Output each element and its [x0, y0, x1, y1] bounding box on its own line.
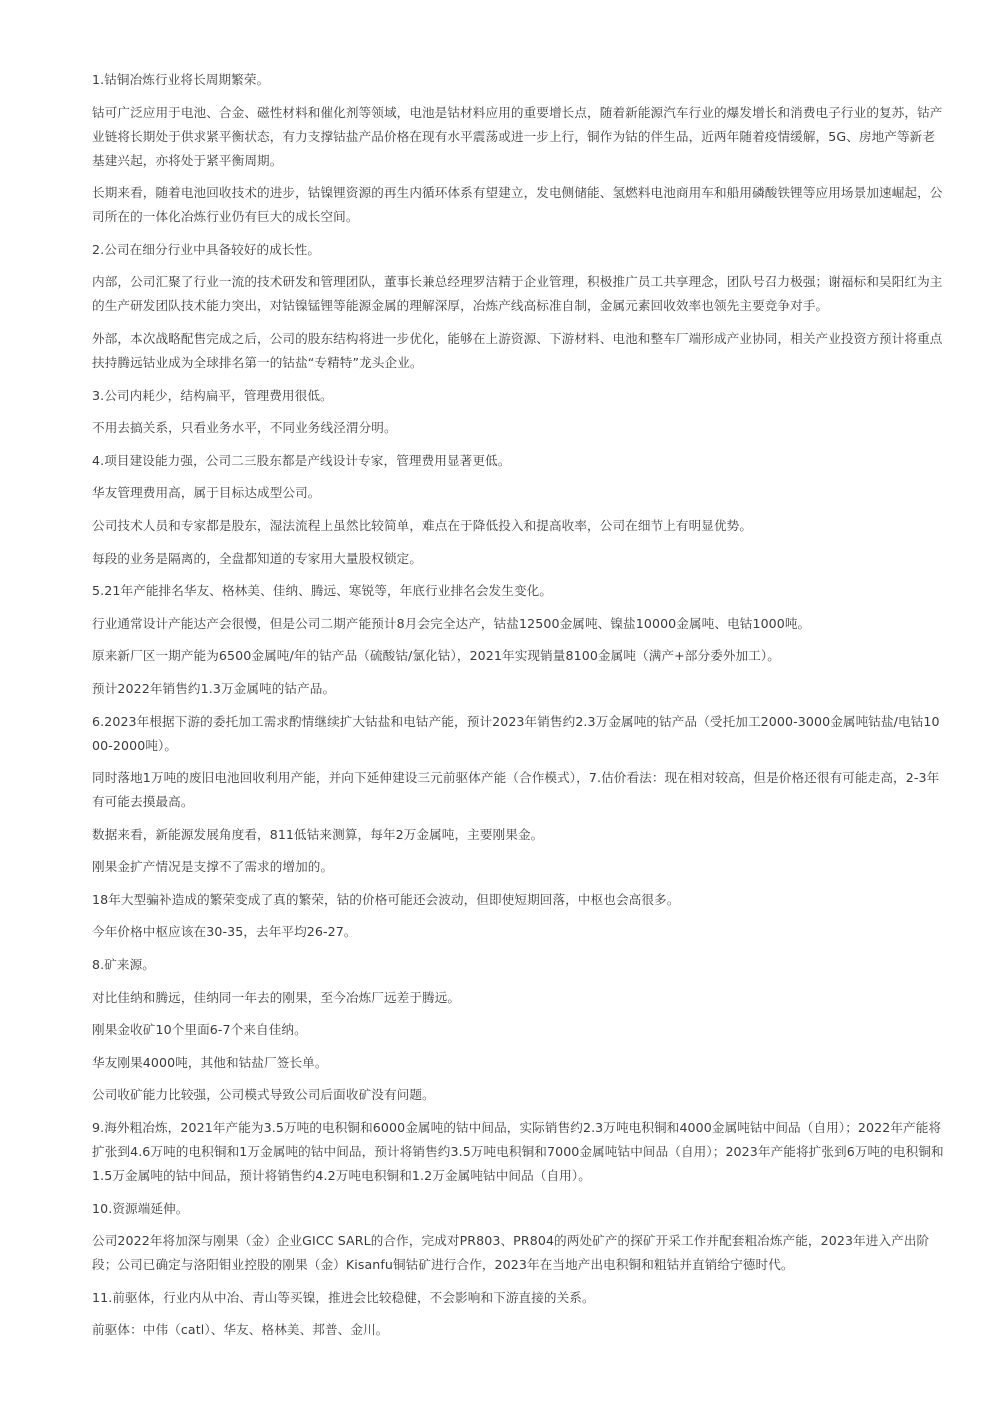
paragraph: 同时落地1万吨的废旧电池回收利用产能，并向下延伸建设三元前驱体产能（合作模式），7.估价看法：现在相对较高，但是价格还很有可能走高，2-3年有可能去摸最高。 — [92, 770, 940, 810]
paragraph: 公司技术人员和专家都是股东，湿法流程上虽然比较简单，难点在于降低投入和提高收率，公司在细节上有明显优势。 — [92, 517, 753, 533]
paragraph: 华友刚果4000吨，其他和钴盐厂签长单。 — [92, 1054, 328, 1070]
paragraph: 原来新厂区一期产能为6500金属吨/年的钴产品（硫酸钴/氯化钴），2021年实现销量8100金属吨（满产+部分委外加工）。 — [92, 648, 781, 664]
paragraph: 2.公司在细分行业中具备较好的成长性。 — [92, 241, 321, 257]
paragraph: 公司收矿能力比较强，公司模式导致公司后面收矿没有问题。 — [92, 1087, 435, 1103]
paragraph: 钴可广泛应用于电池、合金、磁性材料和催化剂等领域，电池是钴材料应用的重要增长点，随着新能源汽车行业的爆发增长和消费电子行业的复苏，钴产业链将长期处于供求紧平衡状态，有力支撑钴盐产品价格在现有水平震荡或进一步上行，铜作为钴的伴生品，近两年随着疫情缓解，5G、房地产等新老基建兴起，亦将处于紧平衡周期。 — [92, 104, 943, 168]
paragraph: 前驱体：中伟（catl）、华友、格林美、邦普、金川。 — [92, 1322, 389, 1338]
paragraph: 外部，本次战略配售完成之后，公司的股东结构将进一步优化，能够在上游资源、下游材料、电池和整车厂端形成产业协同，相关产业投资方预计将重点扶持腾远钴业成为全球排名第一的钴盐“专精特”龙头企业。 — [92, 330, 943, 370]
paragraph: 8.矿来源。 — [92, 957, 155, 973]
paragraph: 18年大型骗补造成的繁荣变成了真的繁荣，钴的价格可能还会波动，但即使短期回落，中枢也会高很多。 — [92, 891, 680, 907]
paragraph: 不用去搞关系，只看业务水平，不同业务线泾渭分明。 — [92, 420, 397, 436]
paragraph: 刚果金收矿10个里面6-7个来自佳纳。 — [92, 1022, 307, 1038]
paragraph: 内部，公司汇聚了行业一流的技术研发和管理团队，董事长兼总经理罗洁精于企业管理，积极推广员工共享理念，团队号召力极强；谢福标和吴阳红为主的生产研发团队技术能力突出，对钴镍锰锂等能源金属的理解深厚，冶炼产线高标准自制，金属元素回收效率也领先主要竞争对手。 — [92, 274, 943, 314]
paragraph: 5.21年产能排名华友、格林美、佳纳、腾远、寒锐等，年底行业排名会发生变化。 — [92, 583, 553, 599]
paragraph: 数据来看，新能源发展角度看，811低钴来测算，每年2万金属吨，主要刚果金。 — [92, 826, 544, 842]
paragraph: 1.钴铜冶炼行业将长周期繁荣。 — [92, 72, 270, 87]
paragraph: 长期来看，随着电池回收技术的进步，钴镍锂资源的再生内循环体系有望建立，发电侧储能、氢燃料电池商用车和船用磷酸铁锂等应用场景加速崛起，公司所在的一体化冶炼行业仍有巨大的成长空间。 — [92, 185, 943, 225]
paragraph: 6.2023年根据下游的委托加工需求酌情继续扩大钴盐和电钴产能，预计2023年销售约2.3万金属吨的钴产品（受托加工2000-3000金属吨钴盐/电钴1000-2000吨）。 — [92, 713, 940, 753]
paragraph: 11.前驱体，行业内从中冶、青山等买镍，推进会比较稳健，不会影响和下游直接的关系。 — [92, 1289, 595, 1305]
document-body — [92, 68, 947, 1351]
paragraph: 今年价格中枢应该在30-35，去年平均26-27。 — [92, 924, 357, 940]
paragraph: 公司2022年将加深与刚果（金）企业GICC SARL的合作，完成对PR803、PR804的两处矿产的探矿开采工作并配套粗冶炼产能，2023年进入产出阶段；公司已确定与洛阳钼业控股的刚果（金）Kisanfu铜钴矿进行合作，2023年在当地产出电积铜和粗钴并直销给宁德时代。 — [92, 1233, 930, 1273]
paragraph: 预计2022年销售约1.3万金属吨的钴产品。 — [92, 680, 336, 696]
paragraph: 对比佳纳和腾远，佳纳同一年去的刚果，至今冶炼厂远差于腾远。 — [92, 989, 461, 1005]
paragraph: 4.项目建设能力强，公司二三股东都是产线设计专家，管理费用显著更低。 — [92, 452, 511, 468]
paragraph: 每段的业务是隔离的，全盘都知道的专家用大量股权锁定。 — [92, 550, 423, 566]
paragraph: 9.海外粗冶炼，2021年产能为3.5万吨的电积铜和6000金属吨的钴中间品，实际销售约2.3万吨电积铜和4000金属吨钴中间品（自用）；2022年产能将扩张到4.6万吨的电积铜和1万金属吨的钴中间品，预计将销售约3.5万吨电积铜和7000金属吨钴中间品（自用）；2023年产能将扩张到6万吨的电积铜和1.5万金属吨的钴中间品，预计将销售约4.2万吨电积铜和1.2万金属吨钴中间品（自用）。 — [92, 1120, 944, 1184]
paragraph: 3.公司内耗少，结构扁平，管理费用很低。 — [92, 387, 333, 403]
paragraph: 10.资源端延伸。 — [92, 1200, 189, 1216]
paragraph: 刚果金扩产情况是支撑不了需求的增加的。 — [92, 859, 334, 875]
paragraph: 行业通常设计产能达产会很慢，但是公司二期产能预计8月会完全达产，钴盐12500金属吨、镍盐10000金属吨、电钴1000吨。 — [92, 615, 811, 631]
paragraph: 华友管理费用高，属于目标达成型公司。 — [92, 485, 321, 501]
